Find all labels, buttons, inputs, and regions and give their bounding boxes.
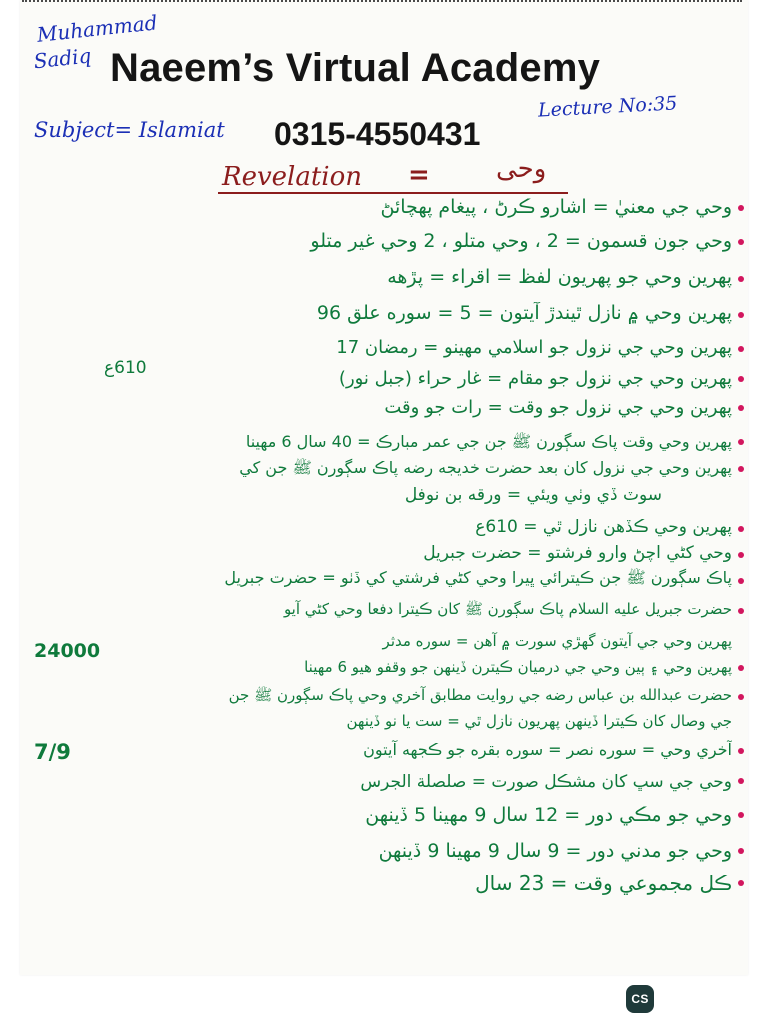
side-note-year: 610ع [104,358,147,378]
topic-equals: = [408,160,430,190]
bullet-mark [738,748,744,754]
note-line: پهرين وحي جي نزول جو وقت = رات جو وقت [384,397,732,418]
note-line: پهرين وحي ۾ نازل ٿيندڙ آيتون = 5 = سوره علق 96 [316,302,732,324]
academy-title: Naeem’s Virtual Academy [110,46,601,90]
bullet-mark [738,665,744,671]
bullet-mark [738,439,744,445]
note-line: حضرت جبريل عليه السلام پاڪ سڳورن ﷺ کان ڪيترا دفعا وحي کڻي آيو [283,600,732,618]
bullet-mark [738,848,744,854]
phone-number: 0315-4550431 [274,116,481,152]
note-line: وحي جي معنيٰ = اشارو ڪرڻ ، پيغام پهچائڻ [380,196,732,218]
bullet-mark [738,466,744,472]
bullet-mark [738,608,744,614]
topic-urdu: وحی [496,154,547,184]
note-line: پهرين وحي جي نزول جو مقام = غار حراء (جبل نور) [338,368,732,389]
bullet-mark [738,239,744,245]
subject-label: Subject= Islamiat [34,118,225,142]
bullet-mark [738,276,744,282]
author-last-name: Sadiq [32,43,93,74]
bullet-mark [738,578,744,584]
note-line: پهرين وحي جي نزول کان بعد حضرت خديجه رضه پاڪ سڳورن ﷺ جن کي [239,458,732,477]
bullet-mark [738,880,744,886]
badge-label: CS [631,992,649,1006]
bullet-mark [738,812,744,818]
bullet-mark [738,526,744,532]
note-line: وحي کڻي اچڻ وارو فرشتو = حضرت جبريل [423,543,732,563]
note-line: جي وصال کان ڪيترا ڏينهن پهريون نازل ٿي = ست يا نو ڏينهن [346,712,732,730]
note-line: وحي جو مڪي دور = 12 سال 9 مهينا 5 ڏينهن [365,804,732,826]
bullet-mark [738,405,744,411]
lecture-number: Lecture No:35 [537,92,678,122]
topic-english: Revelation [222,162,363,192]
side-note-count: 24000 [34,640,101,662]
note-line: پهرين وحي جي آيتون گهڙي سورت ۾ آهن = سوره مدثر [382,632,732,650]
note-line: پهرين وحي ۽ ٻين وحي جي درميان ڪيترن ڏينهن جو وقفو هيو 6 مهينا [304,658,732,676]
note-line: پهرين وحي وقت پاڪ سڳورن ﷺ جن جي عمر مبارڪ = 40 سال 6 مهينا [245,432,732,451]
bullet-mark [738,346,744,352]
note-line: ڪل مجموعي وقت = 23 سال [475,871,732,895]
camscanner-badge [626,985,654,1013]
bullet-mark [738,312,744,318]
bullet-mark [738,778,744,784]
note-line: وحي جو مدني دور = 9 سال 9 مهينا 9 ڏينهن [378,840,732,862]
bullet-mark [738,694,744,700]
bullet-mark [738,205,744,211]
note-line: حضرت عبدالله بن عباس رضه جي روايت مطابق آخري وحي پاڪ سڳورن ﷺ جن [228,686,732,704]
note-line: آخري وحي = سوره نصر = سوره بقره جو ڪجهه آيتون [363,740,732,759]
note-line: وحي جي سڀ کان مشڪل صورت = صلصلة الجرس [360,772,732,792]
side-note-days: 7/9 [34,740,71,764]
note-line: وحي جون قسمون = 2 ، وحي متلو ، 2 وحي غير متلو [310,230,732,252]
bullet-mark [738,552,744,558]
note-line: سوٽ ڏي وٺي ويئي = ورقه بن نوفل [404,485,662,505]
bullet-mark [738,376,744,382]
note-line: پاڪ سڳورن ﷺ جن ڪيترائي ڀيرا وحي کڻي فرشتي کي ڏٺو = حضرت جبريل [224,568,732,587]
author-first-name: Muhammad [35,10,159,47]
note-line: پهرين وحي جي نزول جو اسلامي مهينو = رمضان 17 [336,337,732,358]
note-line: پهرين وحي ڪڏهن نازل ٿي = 610ع [475,517,732,537]
note-line: پهرين وحي جو پهريون لفظ = اقراء = پڙهه [387,266,732,288]
